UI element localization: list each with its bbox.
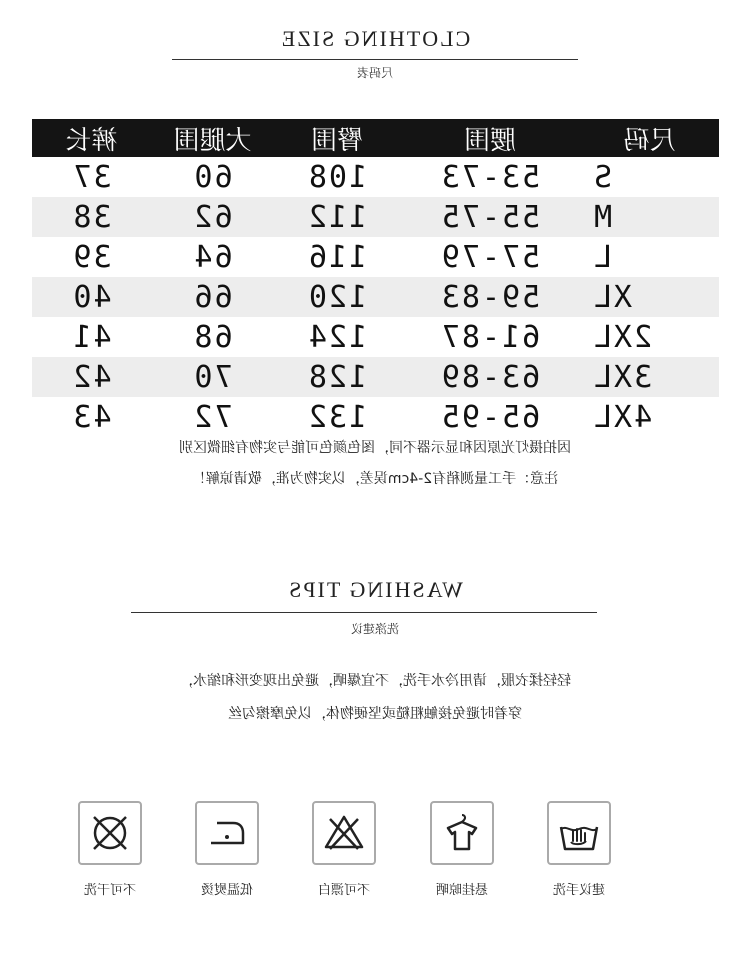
washing-instruction-line-1: 轻轻揉衣服，请用冷水手洗，不宜爆晒，避免出现变形和缩水， — [179, 673, 571, 689]
thigh-cell: 68 — [192, 319, 233, 355]
waist-cell: 53-73 — [439, 159, 541, 195]
waist-cell: 65-95 — [439, 399, 541, 435]
washing-tips-title: WASHING TIPS — [287, 577, 463, 602]
hip-cell: 124 — [306, 319, 368, 355]
thigh-cell: 66 — [192, 279, 233, 315]
hang-dry-icon — [430, 801, 494, 865]
length-cell: 41 — [71, 319, 112, 355]
hip-cell: 120 — [306, 279, 368, 315]
size-table — [32, 119, 719, 437]
thigh-cell: 72 — [192, 399, 233, 435]
thigh-cell: 70 — [192, 359, 233, 395]
header-waist: 腰围 — [464, 125, 517, 156]
table-row — [32, 397, 719, 437]
length-cell: 37 — [71, 159, 112, 195]
table-row — [32, 277, 719, 317]
table-row — [32, 197, 719, 237]
no-dry-clean-label: 不可干洗 — [84, 883, 137, 898]
washing-tips-subtitle: 洗涤建议 — [351, 622, 400, 636]
size-table-header — [32, 119, 719, 157]
thigh-cell: 64 — [192, 239, 233, 275]
header-hip: 臀围 — [311, 125, 364, 156]
hand-wash-label: 建议手洗 — [553, 883, 606, 898]
hip-cell: 112 — [306, 199, 368, 235]
color-disclaimer-note: 因拍摄灯光原因和显示器不同，图色颜色可能与实物有细微区别 — [179, 440, 571, 456]
care-item-low-iron — [187, 801, 267, 898]
length-cell: 43 — [71, 399, 112, 435]
table-row — [32, 317, 719, 357]
length-cell: 38 — [71, 199, 112, 235]
thigh-cell: 60 — [192, 159, 233, 195]
care-icons-row — [0, 801, 750, 921]
size-cell: S — [592, 159, 613, 195]
hang-dry-label: 悬挂晾晒 — [436, 883, 489, 898]
low-iron-label: 低温熨烫 — [201, 883, 254, 898]
table-row — [32, 357, 719, 397]
clothing-size-subtitle: 尺码表 — [357, 66, 394, 80]
size-cell: 3XL — [592, 359, 653, 395]
hand-wash-icon — [547, 801, 611, 865]
length-cell: 39 — [71, 239, 112, 275]
measurement-error-note: 注意：手工量测稍有2-4cm误差，以实物为准，敬请谅解！ — [191, 471, 559, 487]
care-item-no-dry-clean — [70, 801, 150, 898]
washing-tips-divider — [131, 612, 597, 613]
washing-instruction-line-2: 穿着时避免接触粗糙或坚硬物体，以免摩擦勾丝 — [228, 706, 522, 722]
hip-cell: 108 — [306, 159, 368, 195]
waist-cell: 57-79 — [439, 239, 541, 275]
waist-cell: 61-87 — [439, 319, 541, 355]
header-length: 裤长 — [65, 125, 118, 156]
care-item-no-bleach — [304, 801, 384, 898]
length-cell: 40 — [71, 279, 112, 315]
waist-cell: 63-89 — [439, 359, 541, 395]
no-bleach-icon — [312, 801, 376, 865]
clothing-size-title: CLOTHING SIZE — [279, 26, 471, 51]
hip-cell: 132 — [306, 399, 368, 435]
size-cell: 2XL — [592, 319, 653, 355]
hip-cell: 116 — [306, 239, 368, 275]
waist-cell: 59-83 — [439, 279, 541, 315]
hip-cell: 128 — [306, 359, 368, 395]
care-item-hand-wash — [539, 801, 619, 898]
size-cell: XL — [592, 279, 633, 315]
low-iron-icon — [195, 801, 259, 865]
no-bleach-label: 不可漂白 — [318, 883, 371, 898]
size-cell: L — [592, 239, 613, 275]
clothing-size-divider — [172, 59, 578, 60]
header-thigh: 大腿围 — [173, 125, 252, 156]
table-row — [32, 157, 719, 197]
thigh-cell: 62 — [192, 199, 233, 235]
length-cell: 42 — [71, 359, 112, 395]
waist-cell: 55-75 — [439, 199, 541, 235]
size-cell: 4XL — [592, 399, 653, 435]
care-item-hang-dry — [422, 801, 502, 898]
header-size: 尺码 — [623, 125, 676, 156]
size-cell: M — [592, 199, 613, 235]
table-row — [32, 237, 719, 277]
no-dry-clean-icon — [78, 801, 142, 865]
